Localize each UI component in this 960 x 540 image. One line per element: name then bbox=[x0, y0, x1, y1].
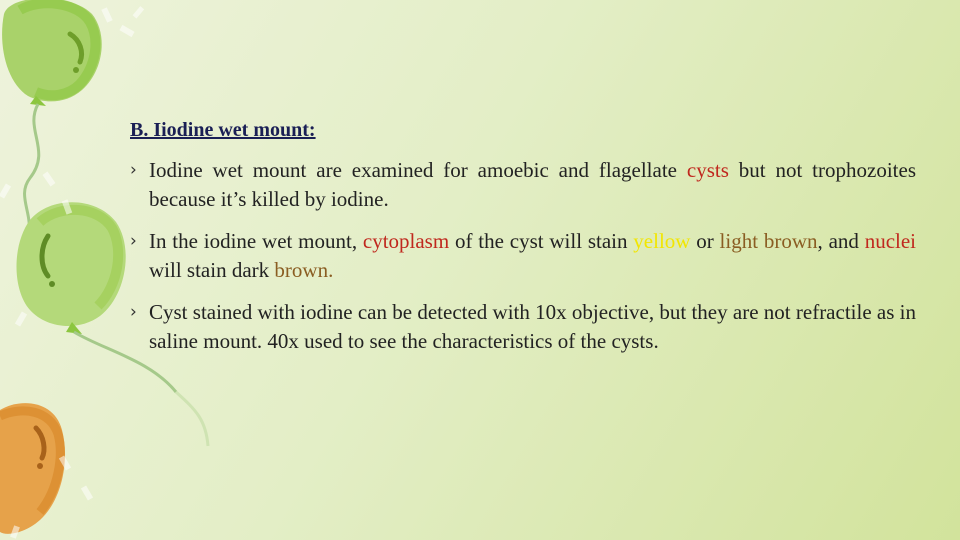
orange-balloon-icon bbox=[0, 403, 65, 534]
bullet-item bbox=[130, 156, 916, 214]
highlighted-term: light brown bbox=[719, 229, 818, 253]
slide-content bbox=[130, 118, 916, 369]
bullet-text: In the iodine wet mount, bbox=[149, 229, 363, 253]
highlighted-term: brown. bbox=[274, 258, 334, 282]
slide-heading: B. Iiodine wet mount: bbox=[130, 119, 316, 141]
bullet-item bbox=[130, 298, 916, 356]
bullet-marker-icon: › bbox=[130, 160, 137, 180]
green-balloon-icon bbox=[2, 0, 102, 236]
bullet-list bbox=[130, 156, 916, 356]
bullet-text: but not trophozoites because it’s killed by iodine. bbox=[149, 158, 916, 211]
bullet-text: , and bbox=[817, 229, 865, 253]
bullet-text: will stain dark bbox=[149, 258, 275, 282]
highlighted-term: nuclei bbox=[864, 229, 916, 253]
bullet-text: of the cyst will stain bbox=[449, 229, 634, 253]
bullet-marker-icon: › bbox=[130, 302, 137, 322]
bullet-item bbox=[130, 227, 916, 285]
bullet-marker-icon: › bbox=[130, 231, 137, 251]
highlighted-term: yellow bbox=[633, 229, 691, 253]
highlighted-term: cytoplasm bbox=[362, 229, 450, 253]
bullet-text: Cyst stained with iodine can be detected with 10x objective, but they are not refractile as in saline mount. 40x used to see the characteristics of the cysts. bbox=[149, 300, 916, 353]
bullet-text: Iodine wet mount are examined for amoebic and flagellate bbox=[149, 158, 687, 182]
bullet-text: or bbox=[690, 229, 720, 253]
highlighted-term: cysts bbox=[686, 158, 729, 182]
